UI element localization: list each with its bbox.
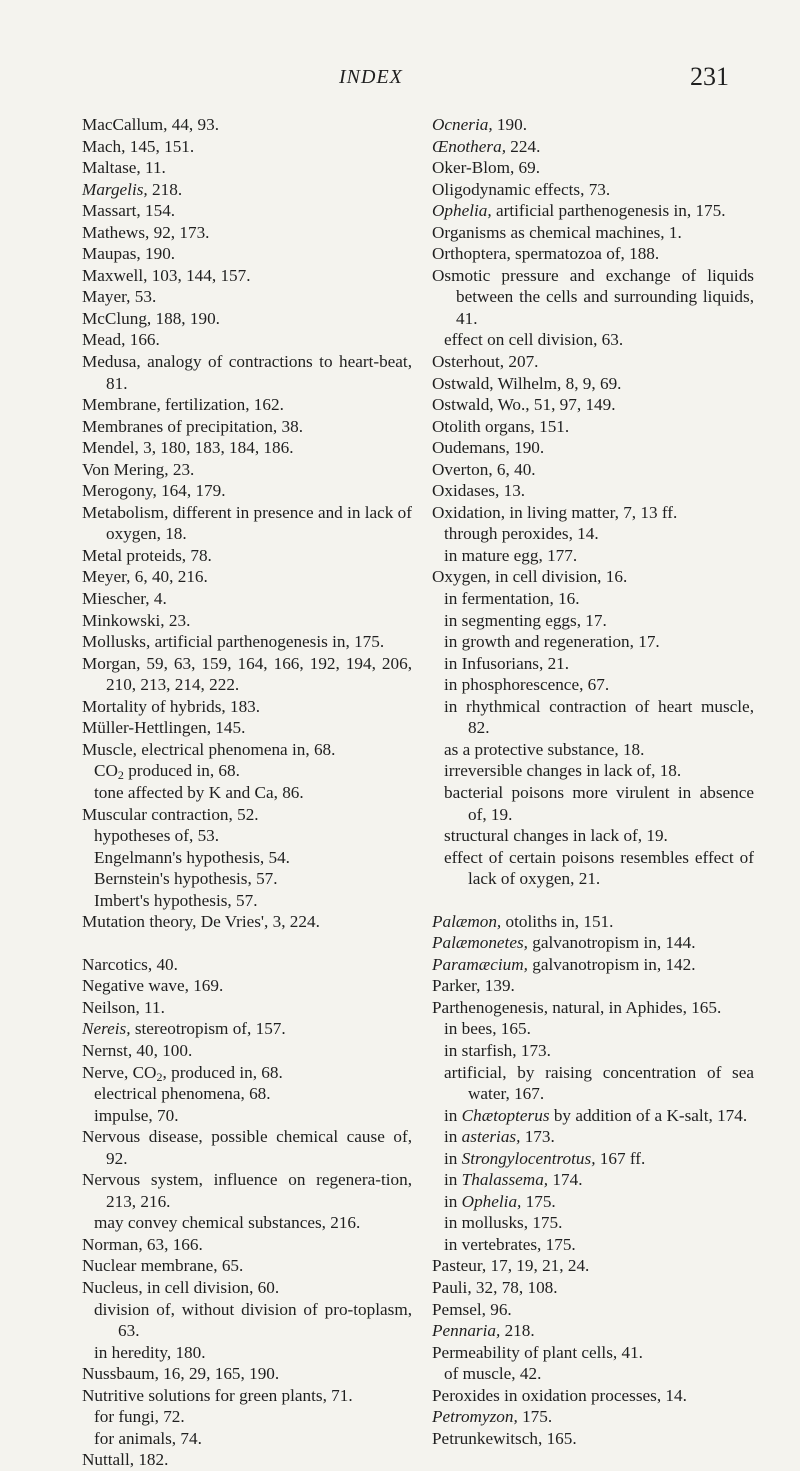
index-subentry: tone affected by K and Ca, 86. — [94, 782, 304, 802]
index-entry: Petrunkewitsch, 165. — [432, 1428, 577, 1448]
index-entry: Mach, 145, 151. — [82, 136, 195, 156]
index-subentry: in Thalassema, 174. — [444, 1170, 583, 1190]
index-entry: Overton, 6, 40. — [432, 459, 536, 479]
index-entry: Narcotics, 40. — [82, 954, 178, 974]
index-subentry: irreversible changes in lack of, 18. — [444, 761, 682, 781]
index-entry: Müller-Hettlingen, 145. — [82, 718, 246, 738]
index-column-right — [432, 114, 754, 1449]
index-entry: Oxidation, in living matter, 7, 13 ff. — [432, 502, 678, 522]
index-subentry: of muscle, 42. — [444, 1364, 542, 1384]
index-subentry: impulse, 70. — [94, 1105, 179, 1125]
index-entry: Maupas, 190. — [82, 244, 176, 264]
index-entry: Muscle, electrical phenomena in, 68. — [82, 739, 336, 759]
index-entry: Orthoptera, spermatozoa of, 188. — [432, 244, 660, 264]
index-subentry: in Strongylocentrotus, 167 ff. — [444, 1148, 646, 1168]
index-entry: Parthenogenesis, natural, in Aphides, 165. — [432, 997, 722, 1017]
index-subentry: in Ophelia, 175. — [444, 1191, 556, 1211]
index-subentry: in asterias, 173. — [444, 1127, 555, 1147]
index-subentry: for animals, 74. — [94, 1428, 202, 1448]
index-subentry: Bernstein's hypothesis, 57. — [94, 869, 278, 889]
index-subentry: in vertebrates, 175. — [444, 1234, 576, 1254]
index-entry: Organisms as chemical machines, 1. — [432, 222, 682, 242]
index-entry: Mutation theory, De Vries', 3, 224. — [82, 912, 320, 932]
index-entry: Miescher, 4. — [82, 589, 167, 609]
index-entry: Margelis, 218. — [82, 179, 183, 199]
index-column-left — [82, 114, 412, 1471]
index-entry: Negative wave, 169. — [82, 976, 224, 996]
index-entry: Otolith organs, 151. — [432, 416, 570, 436]
index-entry: Osterhout, 207. — [432, 352, 539, 372]
index-entry: Œnothera, 224. — [432, 136, 541, 156]
index-subentry: electrical phenomena, 68. — [94, 1084, 271, 1104]
index-subentry: division of, without division of pro-toplasm, 63. — [94, 1299, 412, 1341]
index-subentry: may convey chemical substances, 216. — [94, 1213, 361, 1233]
index-subentry: in mature egg, 177. — [444, 545, 578, 565]
index-subentry: in starfish, 173. — [444, 1040, 551, 1060]
index-subentry: $CO_2$ produced in, 68. — [94, 761, 240, 783]
index-entry: Nussbaum, 16, 29, 165, 190. — [82, 1364, 280, 1384]
page-number: 231 — [690, 62, 729, 91]
index-entry: Parker, 139. — [432, 976, 515, 996]
index-entry: Mortality of hybrids, 183. — [82, 696, 261, 716]
index-entry: Merogony, 164, 179. — [82, 481, 226, 501]
index-entry: Oker-Blom, 69. — [432, 158, 541, 178]
index-entry: MacCallum, 44, 93. — [82, 115, 220, 134]
index-entry: Ophelia, artificial parthenogenesis in, 175. — [432, 201, 726, 221]
index-entry: Medusa, analogy of contractions to heart-beat, 81. — [82, 352, 412, 393]
index-subentry: through peroxides, 14. — [444, 524, 599, 544]
index-entry: Nervous disease, possible chemical cause of, 92. — [82, 1127, 412, 1168]
index-entry: Maxwell, 103, 144, 157. — [82, 265, 251, 285]
index-entry: Palæmonetes, galvanotropism in, 144. — [432, 933, 696, 953]
index-entry: Ocneria, 190. — [432, 115, 527, 134]
index-entry: Maltase, 11. — [82, 158, 166, 178]
index-entry: Mead, 166. — [82, 330, 160, 350]
index-entry: Pemsel, 96. — [432, 1299, 512, 1319]
index-subentry: effect on cell division, 63. — [444, 330, 624, 350]
page-header — [0, 62, 800, 102]
index-subentry: structural changes in lack of, 19. — [444, 826, 668, 846]
index-entry: Ostwald, Wo., 51, 97, 149. — [432, 395, 616, 415]
index-subentry: in phosphorescence, 67. — [444, 675, 610, 695]
index-entry: Neilson, 11. — [82, 997, 165, 1017]
running-title: INDEX — [339, 66, 403, 88]
index-entry: Metal proteids, 78. — [82, 545, 212, 565]
index-entry: Nereis, stereotropism of, 157. — [82, 1019, 286, 1039]
index-subentry: in heredity, 180. — [94, 1342, 206, 1362]
index-entry: Massart, 154. — [82, 201, 176, 221]
index-entry: Nervous system, influence on regenera-tion, 213, 216. — [82, 1170, 412, 1211]
index-entry: Meyer, 6, 40, 216. — [82, 567, 208, 587]
index-entry: Mollusks, artificial parthenogenesis in, 175. — [82, 632, 385, 652]
index-subentry: in growth and regeneration, 17. — [444, 632, 660, 652]
index-entry: Nucleus, in cell division, 60. — [82, 1277, 280, 1297]
index-subentry: for fungi, 72. — [94, 1407, 185, 1427]
index-entry: Paramæcium, galvanotropism in, 142. — [432, 954, 696, 974]
section-gap — [82, 933, 412, 954]
index-entry: Pennaria, 218. — [432, 1321, 535, 1341]
section-gap — [432, 890, 754, 911]
index-entry: Metabolism, different in presence and in lack of oxygen, 18. — [82, 502, 412, 544]
index-subentry: in Infusorians, 21. — [444, 653, 570, 673]
index-entry: Oxygen, in cell division, 16. — [432, 567, 628, 587]
index-subentry: Imbert's hypothesis, 57. — [94, 890, 258, 910]
index-subentry: as a protective substance, 18. — [444, 739, 645, 759]
index-entry: Mayer, 53. — [82, 287, 157, 307]
index-entry: Osmotic pressure and exchange of liquids between the cells and surrounding liquids, 41. — [432, 265, 754, 328]
index-entry: Oligodynamic effects, 73. — [432, 179, 611, 199]
index-entry: Nuclear membrane, 65. — [82, 1256, 244, 1276]
index-subentry: effect of certain poisons resembles effect of lack of oxygen, 21. — [444, 847, 754, 889]
index-entry: Peroxides in oxidation processes, 14. — [432, 1385, 687, 1405]
index-entry: Pasteur, 17, 19, 21, 24. — [432, 1256, 590, 1276]
index-entry: Muscular contraction, 52. — [82, 804, 259, 824]
index-subentry: in fermentation, 16. — [444, 589, 580, 609]
index-subentry: bacterial poisons more virulent in absence of, 19. — [444, 782, 754, 824]
index-entry: Von Mering, 23. — [82, 459, 195, 479]
index-subentry: Engelmann's hypothesis, 54. — [94, 847, 290, 867]
index-entry: Pauli, 32, 78, 108. — [432, 1277, 558, 1297]
index-subentry: in Chætopterus by addition of a K-salt, 174. — [444, 1105, 748, 1125]
index-entry: Nuttall, 182. — [82, 1450, 169, 1470]
index-entry: Nerve, $CO_2$, produced in, 68. — [82, 1062, 283, 1084]
index-entry: Minkowski, 23. — [82, 610, 191, 630]
index-entry: Oudemans, 190. — [432, 438, 545, 458]
index-entry: Nutritive solutions for green plants, 71. — [82, 1385, 353, 1405]
index-subentry: in segmenting eggs, 17. — [444, 610, 607, 630]
index-subentry: in rhythmical contraction of heart muscle, 82. — [444, 696, 754, 738]
index-entry: Palæmon, otoliths in, 151. — [432, 911, 614, 931]
index-entry: Petromyzon, 175. — [432, 1407, 553, 1427]
index-entry: Mendel, 3, 180, 183, 184, 186. — [82, 438, 294, 458]
index-subentry: in bees, 165. — [444, 1019, 531, 1039]
index-entry: McClung, 188, 190. — [82, 308, 220, 328]
index-entry: Membranes of precipitation, 38. — [82, 416, 303, 436]
index-subentry: hypotheses of, 53. — [94, 826, 220, 846]
index-subentry: artificial, by raising concentration of sea water, 167. — [444, 1062, 754, 1104]
index-entry: Oxidases, 13. — [432, 481, 526, 501]
index-entry: Ostwald, Wilhelm, 8, 9, 69. — [432, 373, 622, 393]
index-entry: Norman, 63, 166. — [82, 1234, 203, 1254]
index-entry: Morgan, 59, 63, 159, 164, 166, 192, 194, 206, 210, 213, 214, 222. — [82, 653, 412, 695]
index-entry: Membrane, fertilization, 162. — [82, 395, 284, 415]
index-subentry: in mollusks, 175. — [444, 1213, 563, 1233]
index-entry: Permeability of plant cells, 41. — [432, 1342, 643, 1362]
index-entry: Mathews, 92, 173. — [82, 222, 210, 242]
index-entry: Nernst, 40, 100. — [82, 1040, 193, 1060]
